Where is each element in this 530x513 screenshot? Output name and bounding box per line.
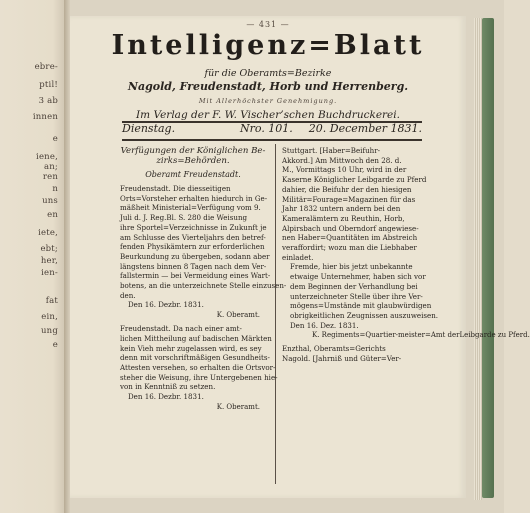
column-divider [275,144,276,484]
facing-page-text: innen [32,112,58,122]
page-number: — 431 — [246,20,290,29]
masthead-publisher: Im Verlag der F. W. Vischer’schen Buchdruckerei. [136,109,400,121]
text-line: botens, an die unterzeichnete Stelle einzusen- [120,281,287,291]
masthead-title: Intelligenz=Blatt [111,30,425,61]
book-cover-edge [482,18,494,498]
text-line: ihre Sportel=Verzeichnisse in Zukunft je [120,222,267,232]
text-line: dahier, die Beifuhr der den hiesigen [282,184,412,194]
text-line: Freudenstadt. Da nach einer amt- [120,324,242,334]
text-line: Alpirsbach und Oberndorf angewiese- [282,223,419,233]
notice-signature: K. Oberamt. [216,311,260,320]
notice-freudenstadt-1 [120,184,287,300]
text-line: mögens=Umstände mit glaubwürdigen [290,301,432,311]
text-line: Stuttgart. [Haber=Beifuhr- [282,146,380,155]
right-column [282,146,530,364]
notice-date: Den 16. Dezbr. 1831. [128,392,204,402]
facing-page-text: uns [42,196,58,206]
notice-signature [282,330,530,340]
notice-date: Den 16. Dezbr. 1831. [128,300,204,310]
notice-date: Den 16. Dez. 1831. [290,320,359,330]
facing-page-text: ung [41,326,58,336]
office-heading: Oberamt Freudenstadt. [145,170,241,179]
text-line: längstens binnen 8 Tagen nach dem Ver- [120,261,267,271]
facing-page-text: e [52,340,58,350]
text-line: fenden Physikämtern zur erforderlichen [120,242,265,252]
text-line: nen Haber=Quantitäten im Abstreich [282,233,418,243]
facing-page-text: an; [43,162,58,172]
text-line: etwaige Unternehmer, haben sich vor [290,272,426,282]
facing-page-text: ebt; [40,244,58,254]
facing-page-fragment [0,0,66,513]
text-line: Jahr 1832 untern andern bei den [282,204,401,214]
masthead-approval: Mit Allerhöchster Genehmigung. [198,97,338,105]
text-line: K. Regiments=Quartier- [312,331,399,340]
facing-page-text: ein, [41,312,58,322]
notice-stuttgart [282,146,428,262]
notice-enzthal [282,344,428,363]
text-line: unterzeichneter Stelle über ihre Ver- [290,291,423,301]
text-line: kein Vieh mehr zugelassen wird, es sey [120,343,262,353]
notice-stuttgart-continued [282,262,439,320]
text-line: dem Beginnen der Verhandlung bei [290,281,418,291]
text-line: Freudenstadt. Die diesseitigen [120,184,231,193]
text-line: lichen Mittheilung auf badischen Märkten [120,333,272,343]
text-line: Enzthal, Oberamts=Gerichts [282,344,386,354]
masthead-rule-bottom [122,139,422,141]
facing-page-text: ren [42,172,58,182]
text-line: denn mit vorschriftmäßigen Gesundheits- [120,353,270,363]
dateline-date: 20. December 1831. [308,122,422,135]
facing-page-text: en [47,210,58,220]
left-column [120,146,287,412]
notice-signature: K. Oberamt. [216,402,260,411]
text-line: fallstermin — bei Vermeidung eines Wart- [120,271,271,281]
text-line: veraffordirt; wozu man die Liebhaber [282,243,417,253]
text-line: Orts=Vorsteher erhalten hiedurch in Ge- [120,193,268,203]
text-line: Juli d. J. Reg.Bl. S. 280 die Weisung [120,213,248,223]
facing-page-text: ien- [41,268,58,278]
text-line: steher die Weisung, ihre Untergebenen hie- [120,372,278,382]
notice-freudenstadt-2 [120,324,278,392]
text-line: einladet. [282,252,314,262]
dateline [122,122,422,138]
section-heading: Verfügungen der Königlichen Be- zirks=Behörden. [120,146,266,166]
masthead-subtitle: für die Oberamts=Bezirke [204,68,332,79]
text-line: M., Vormittags 10 Uhr, wird in der [282,165,407,175]
facing-page-text: e [52,134,58,144]
text-line: Kaserne Königlicher Leibgarde zu Pferd [282,175,427,185]
text-line: mäßheit Ministerial=Verfügung vom 9. [120,203,261,213]
dateline-number: Nro. 101. [240,122,293,135]
dateline-day: Dienstag. [122,122,176,135]
text-line: Attesten versehen, so erhalten die Ortsvor- [120,362,276,372]
text-line: den. [120,290,136,300]
facing-page-text: 3 ab [38,96,58,106]
page-edges [474,18,482,500]
facing-page-text: ebre- [34,62,58,72]
text-line: am Schlusse des Vierteljahrs den betref- [120,232,266,242]
text-line: meister=Amt der [398,331,460,340]
text-line: Akkord.] Am Mittwoch den 28. d. [282,155,402,165]
text-line: Beurkundung zu übergeben, sodann aber [120,251,270,261]
facing-page-text: fat [45,296,58,306]
text-line: Leibgarde zu Pferd. [459,331,530,340]
text-line: Nagold. [Jahrniß und Güter=Ver- [282,354,402,364]
facing-page-text: ptil! [39,80,58,90]
text-line: von in Kenntniß zu setzen. [120,382,216,392]
facing-page-text: iene, [36,152,58,162]
masthead-districts: Nagold, Freudenstadt, Horb und Herrenberg. [127,80,409,93]
facing-page-text: n [52,184,58,194]
newspaper-page [70,16,530,498]
text-line: Militär=Fourage=Magazinen für das [282,194,416,204]
text-line: Kameralämtern zu Reuthin, Horb, [282,213,405,223]
facing-page-text: her, [40,256,58,266]
text-line: obrigkeitlichen Zeugnissen auszuweisen. [290,310,439,320]
text-line: Fremde, hier bis jetzt unbekannte [290,262,413,272]
facing-page-text: iete, [38,228,58,238]
